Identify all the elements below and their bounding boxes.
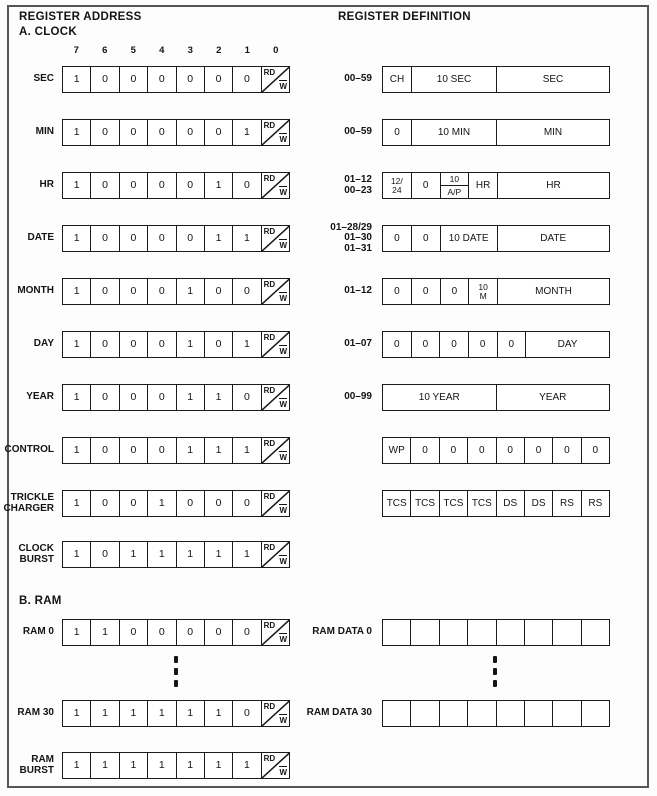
register-label-min: MIN — [35, 126, 54, 138]
register-label-ram_burst: RAM BURST — [19, 754, 54, 776]
definition-bits-date — [382, 225, 610, 252]
bit-cell: 1 — [73, 497, 80, 509]
register-label-month: MONTH — [17, 285, 54, 297]
bit-cell: 0 — [90, 491, 118, 516]
definition-cell: 0 — [394, 339, 400, 350]
definition-cell — [439, 701, 467, 726]
definition-cell — [581, 620, 609, 645]
bit-cell: 0 — [204, 332, 232, 357]
bit-cell: 0 — [232, 620, 260, 645]
ellipsis-dash — [174, 680, 178, 687]
definition-cell: RS — [581, 491, 609, 516]
bit-cell: 1 — [73, 444, 80, 456]
bit-cell: 0 — [147, 173, 175, 198]
read-write-select-cell — [261, 226, 289, 251]
bit-cell: 0 — [147, 226, 175, 251]
address-bits-date — [62, 225, 290, 252]
bit-cell: 0 — [204, 67, 232, 92]
address-bits-year — [62, 384, 290, 411]
bit-cell: 0 — [204, 491, 232, 516]
bit-cell: 1 — [147, 542, 175, 567]
bit-cell: 0 — [119, 226, 147, 251]
definition-cell: 0 — [411, 332, 440, 357]
definition-bits-ram30 — [382, 700, 610, 727]
write-bar-label: W — [279, 453, 287, 462]
section-b-ram-heading: B. RAM — [19, 595, 62, 607]
bit-cell: 1 — [119, 701, 147, 726]
read-write-select-cell — [261, 173, 289, 198]
address-bits-month — [62, 278, 290, 305]
definition-cell — [496, 620, 524, 645]
bit-cell: 0 — [119, 620, 147, 645]
definition-bits-hr — [382, 172, 610, 199]
bit-cell: 0 — [90, 226, 118, 251]
bit-number-label: 2 — [216, 45, 222, 56]
bit-cell: 0 — [147, 279, 175, 304]
bit-cell: 0 — [90, 385, 118, 410]
definition-cell: DAY — [525, 332, 609, 357]
definition-cell — [383, 620, 410, 645]
definition-cell: 12/ 24 — [390, 175, 403, 195]
definition-label-year: 00–99 — [344, 391, 372, 403]
definition-cell — [467, 701, 495, 726]
bit-number-label: 6 — [102, 45, 108, 56]
bit-cell: 0 — [232, 491, 260, 516]
definition-cell: HR — [468, 173, 497, 198]
definition-cell: 0 — [410, 438, 438, 463]
write-bar-label: W — [279, 400, 287, 409]
definition-cell: 0 — [581, 438, 609, 463]
definition-bits-trickle — [382, 490, 610, 517]
bit-cell: 1 — [73, 126, 80, 138]
bit-cell: 0 — [176, 120, 204, 145]
bit-cell: 1 — [119, 542, 147, 567]
bit-cell: 1 — [176, 701, 204, 726]
definition-label-hr: 01–12 00–23 — [344, 174, 372, 196]
definition-label-day: 01–07 — [344, 338, 372, 350]
definition-label-sec: 00–59 — [344, 73, 372, 85]
rd-label: RD — [263, 386, 276, 395]
bit-cell: 1 — [232, 438, 260, 463]
register-label-ram30: RAM 30 — [17, 707, 54, 719]
rd-label: RD — [263, 754, 276, 763]
write-bar-label: W — [279, 188, 287, 197]
bit-number-label: 3 — [187, 45, 193, 56]
definition-cell: RS — [552, 491, 580, 516]
definition-label-date: 01–28/29 01–30 01–31 — [330, 221, 372, 254]
definition-label-ram0: RAM DATA 0 — [312, 626, 372, 638]
bit-cell: 0 — [176, 226, 204, 251]
definition-cell: YEAR — [496, 385, 610, 410]
rd-label: RD — [263, 280, 276, 289]
bit-cell: 0 — [204, 279, 232, 304]
bit-cell: 0 — [119, 438, 147, 463]
read-write-select-cell — [261, 753, 289, 778]
split-cell-top: 10 — [441, 173, 469, 186]
ellipsis-right — [493, 656, 497, 687]
definition-cell — [552, 701, 580, 726]
rd-label: RD — [263, 174, 276, 183]
bit-cell: 1 — [204, 173, 232, 198]
write-bar-label: W — [279, 768, 287, 777]
bit-cell: 1 — [147, 491, 175, 516]
address-bits-ram_burst — [62, 752, 290, 779]
definition-cell — [439, 620, 467, 645]
bit-cell: 1 — [73, 73, 80, 85]
ellipsis-dash — [174, 668, 178, 675]
bit-cell: 0 — [90, 332, 118, 357]
ellipsis-dash — [493, 680, 497, 687]
right-column-header: REGISTER DEFINITION — [338, 11, 471, 23]
bit-cell: 1 — [90, 701, 118, 726]
bit-cell: 0 — [147, 67, 175, 92]
definition-cell: 0 — [411, 173, 440, 198]
definition-cell: DS — [524, 491, 552, 516]
bit-cell: 1 — [73, 707, 80, 719]
definition-cell — [410, 701, 438, 726]
bit-cell: 0 — [147, 438, 175, 463]
bit-cell: 0 — [176, 173, 204, 198]
read-write-select-cell — [261, 438, 289, 463]
bit-cell: 0 — [232, 279, 260, 304]
bit-cell: 0 — [90, 173, 118, 198]
bit-cell: 1 — [73, 232, 80, 244]
bit-cell: 0 — [176, 491, 204, 516]
bit-cell: 0 — [147, 120, 175, 145]
address-bits-trickle — [62, 490, 290, 517]
address-bits-hr — [62, 172, 290, 199]
definition-cell: DATE — [497, 226, 610, 251]
address-bits-ram30 — [62, 700, 290, 727]
bit-cell: 1 — [73, 759, 80, 771]
register-label-day: DAY — [33, 338, 54, 350]
write-bar-label: W — [279, 635, 287, 644]
read-write-select-cell — [261, 385, 289, 410]
ellipsis-left — [174, 656, 178, 687]
rd-label: RD — [263, 439, 276, 448]
bit-number-label: 4 — [159, 45, 165, 56]
definition-cell — [552, 620, 580, 645]
bit-cell: 1 — [232, 332, 260, 357]
bit-cell: 1 — [232, 120, 260, 145]
write-bar-label: W — [279, 557, 287, 566]
split-cell-bottom: A/P — [447, 186, 462, 197]
definition-cell: 0 — [439, 332, 468, 357]
definition-cell: 0 — [467, 438, 495, 463]
rd-label: RD — [263, 621, 276, 630]
definition-bits-min — [382, 119, 610, 146]
register-label-clock_burst: CLOCK BURST — [18, 543, 54, 565]
definition-cell — [383, 701, 410, 726]
bit-cell: 1 — [232, 753, 260, 778]
definition-bits-sec — [382, 66, 610, 93]
bit-cell: 1 — [204, 542, 232, 567]
read-write-select-cell — [261, 279, 289, 304]
definition-cell: 0 — [497, 332, 526, 357]
ellipsis-dash — [493, 668, 497, 675]
definition-cell — [467, 620, 495, 645]
address-bits-ram0 — [62, 619, 290, 646]
bit-cell: 0 — [147, 332, 175, 357]
rd-label: RD — [263, 702, 276, 711]
bit-cell: 1 — [204, 226, 232, 251]
definition-bits-ram0 — [382, 619, 610, 646]
write-bar-label: W — [279, 506, 287, 515]
bit-cell: 0 — [90, 438, 118, 463]
definition-cell: TCS — [386, 498, 407, 509]
register-label-hr: HR — [39, 179, 54, 191]
register-label-date: DATE — [27, 232, 54, 244]
rd-label: RD — [263, 121, 276, 130]
bit-cell: 1 — [90, 620, 118, 645]
definition-cell: HR — [497, 173, 609, 198]
bit-number-label: 7 — [73, 45, 79, 56]
write-bar-label: W — [279, 294, 287, 303]
bit-cell: 1 — [147, 753, 175, 778]
bit-cell: 1 — [73, 179, 80, 191]
bit-cell: 0 — [232, 173, 260, 198]
rd-label: RD — [263, 543, 276, 552]
bit-cell: 1 — [204, 753, 232, 778]
definition-label-month: 01–12 — [344, 285, 372, 297]
definition-cell: TCS — [410, 491, 438, 516]
write-bar-label: W — [279, 716, 287, 725]
bit-cell: 0 — [119, 120, 147, 145]
definition-cell: WP — [388, 445, 405, 456]
register-label-control: CONTROL — [4, 444, 54, 456]
definition-bits-control — [382, 437, 610, 464]
bit-cell: 0 — [119, 332, 147, 357]
bit-cell: 1 — [73, 338, 80, 350]
definition-cell: 0 — [394, 233, 400, 244]
definition-cell: 10 M — [468, 279, 497, 304]
register-label-year: YEAR — [26, 391, 54, 403]
bit-cell: 0 — [119, 173, 147, 198]
definition-cell: 0 — [439, 438, 467, 463]
rd-label: RD — [263, 333, 276, 342]
rd-label: RD — [263, 68, 276, 77]
bit-cell: 1 — [90, 753, 118, 778]
bit-number-row — [62, 45, 290, 57]
bit-cell: 1 — [204, 701, 232, 726]
bit-cell: 1 — [176, 438, 204, 463]
read-write-select-cell — [261, 491, 289, 516]
read-write-select-cell — [261, 620, 289, 645]
rd-label: RD — [263, 492, 276, 501]
address-bits-control — [62, 437, 290, 464]
bit-cell: 1 — [176, 753, 204, 778]
definition-cell: 0 — [411, 226, 440, 251]
bit-cell: 1 — [176, 279, 204, 304]
bit-cell: 0 — [119, 67, 147, 92]
definition-cell: TCS — [439, 491, 467, 516]
bit-cell: 0 — [147, 620, 175, 645]
bit-cell: 1 — [73, 626, 80, 638]
bit-cell: 0 — [204, 120, 232, 145]
bit-cell: 0 — [119, 491, 147, 516]
definition-cell — [524, 701, 552, 726]
bit-cell: 1 — [176, 542, 204, 567]
definition-cell: MIN — [496, 120, 609, 145]
bit-cell: 0 — [90, 279, 118, 304]
register-label-sec: SEC — [33, 73, 54, 85]
definition-cell: 0 — [394, 286, 400, 297]
bit-cell: 0 — [90, 67, 118, 92]
bit-cell: 1 — [73, 285, 80, 297]
bit-cell: 0 — [90, 542, 118, 567]
write-bar-label: W — [279, 135, 287, 144]
bit-cell: 0 — [119, 385, 147, 410]
definition-cell: 0 — [552, 438, 580, 463]
bit-cell: 0 — [232, 385, 260, 410]
bit-cell: 0 — [232, 701, 260, 726]
bit-cell: 1 — [119, 753, 147, 778]
bit-cell: 0 — [147, 385, 175, 410]
definition-label-min: 00–59 — [344, 126, 372, 138]
definition-cell — [410, 620, 438, 645]
definition-cell: 0 — [394, 127, 400, 138]
definition-cell: DS — [496, 491, 524, 516]
definition-cell — [524, 620, 552, 645]
address-bits-sec — [62, 66, 290, 93]
ellipsis-dash — [493, 656, 497, 663]
definition-cell: 0 — [440, 279, 469, 304]
definition-cell: 10 MIN — [411, 120, 496, 145]
definition-cell: 0 — [411, 279, 440, 304]
definition-cell — [581, 701, 609, 726]
bit-cell: 1 — [204, 438, 232, 463]
definition-cell: 0 — [468, 332, 497, 357]
definition-cell: TCS — [467, 491, 495, 516]
read-write-select-cell — [261, 542, 289, 567]
bit-cell: 1 — [204, 385, 232, 410]
definition-bits-year — [382, 384, 610, 411]
bit-cell: 0 — [90, 120, 118, 145]
definition-cell: 0 — [496, 438, 524, 463]
bit-number-label: 0 — [273, 45, 279, 56]
definition-bits-month — [382, 278, 610, 305]
write-bar-label: W — [279, 241, 287, 250]
definition-cell: CH — [389, 74, 405, 85]
read-write-select-cell — [261, 332, 289, 357]
bit-cell: 1 — [232, 226, 260, 251]
bit-cell: 0 — [119, 279, 147, 304]
bit-cell: 1 — [73, 391, 80, 403]
definition-cell: 0 — [524, 438, 552, 463]
left-column-header: REGISTER ADDRESS — [19, 11, 142, 23]
register-label-trickle: TRICKLE CHARGER — [3, 492, 54, 514]
definition-cell: 10 DATE — [440, 226, 497, 251]
read-write-select-cell — [261, 701, 289, 726]
bit-cell: 0 — [176, 620, 204, 645]
register-label-ram0: RAM 0 — [22, 626, 54, 638]
bit-cell: 0 — [204, 620, 232, 645]
definition-bits-day — [382, 331, 610, 358]
address-bits-min — [62, 119, 290, 146]
bit-cell: 0 — [176, 67, 204, 92]
rd-label: RD — [263, 227, 276, 236]
bit-cell: 1 — [232, 542, 260, 567]
definition-cell: 10 SEC — [411, 67, 496, 92]
definition-label-ram30: RAM DATA 30 — [306, 707, 372, 719]
definition-cell — [496, 701, 524, 726]
bit-number-label: 1 — [244, 45, 250, 56]
section-a-clock-heading: A. CLOCK — [19, 26, 77, 38]
read-write-select-cell — [261, 67, 289, 92]
bit-cell: 1 — [176, 385, 204, 410]
bit-cell: 1 — [73, 548, 80, 560]
bit-cell: 1 — [176, 332, 204, 357]
definition-cell: MONTH — [497, 279, 609, 304]
definition-cell — [440, 173, 469, 198]
write-bar-label: W — [279, 82, 287, 91]
bit-cell: 0 — [232, 67, 260, 92]
write-bar-label: W — [279, 347, 287, 356]
bit-number-label: 5 — [130, 45, 136, 56]
ellipsis-dash — [174, 656, 178, 663]
address-bits-day — [62, 331, 290, 358]
definition-cell: SEC — [496, 67, 609, 92]
definition-cell: 10 YEAR — [418, 392, 460, 403]
address-bits-clock_burst — [62, 541, 290, 568]
read-write-select-cell — [261, 120, 289, 145]
bit-cell: 1 — [147, 701, 175, 726]
